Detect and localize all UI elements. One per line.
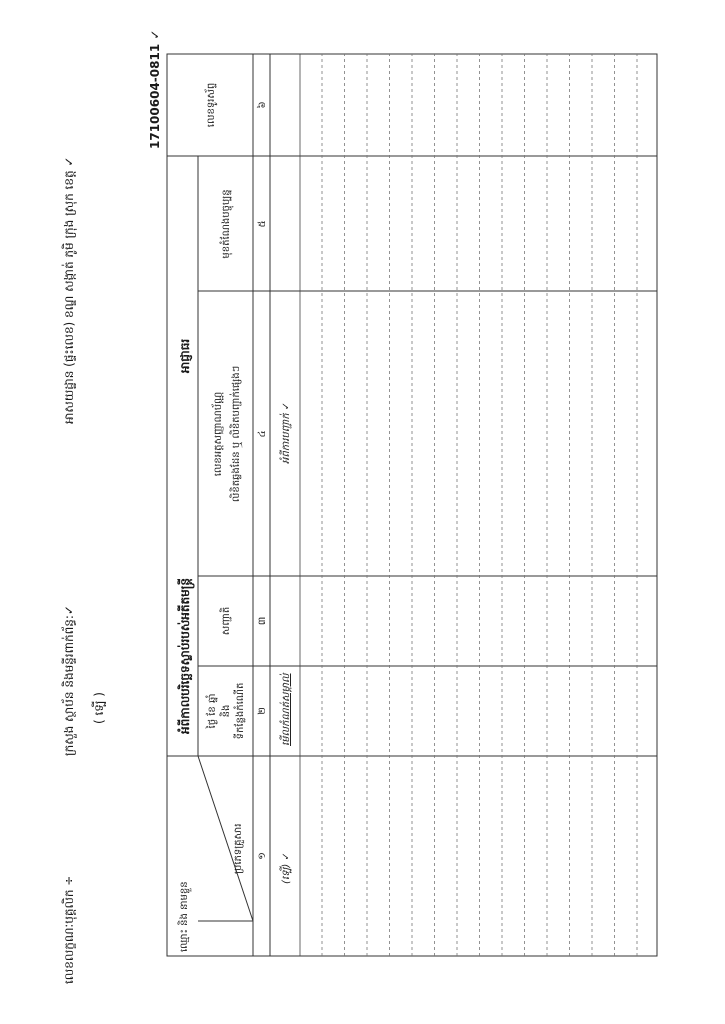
col6-header: លេខទូរស័ព្ទ <box>206 82 217 128</box>
row1-col1-note: (ទ្បើ) ✓ <box>281 852 292 884</box>
col2-header-line1: ថ្ងៃ ខែ ឆ្នាំ <box>207 693 218 729</box>
col2-number: ២ <box>257 707 268 715</box>
ministry-label: ក្រសួង ស្ថាប័ន និងមន្ទីរពាក់ព័ន្ធ:✓ <box>62 605 76 756</box>
address-label: អាសយដ្ឋាន (ផ្ទះលេខ) ខណ្ឌ សង្កាត់ ភូមិ ក្រុង ស្រុក ខេត្ត ✓ <box>62 156 76 424</box>
row1-col2-note: មើលកំណត់សម្គាល់ <box>281 673 292 746</box>
group-header-left: អំពីកាលបរិច្ឆេទស្លាប់របស់អតីតមន្ត្រី <box>178 578 192 734</box>
col3-header: សញ្ជាតិ <box>221 606 232 636</box>
col3-number: ៣ <box>257 616 268 626</box>
group-header-right: អាជ្ញាធរ <box>178 338 192 374</box>
col1-header-top: ឈ្មោះ និង នាមខ្លួន <box>179 881 190 952</box>
document-code: 17100604-0811 ✓ <box>148 29 162 149</box>
col2-header-line3: ទីកន្លែងកំណើត <box>235 682 246 740</box>
row1-col4-note: អំពីការបញ្ជាក់ ✓ <box>281 401 292 464</box>
col4-number: ៤ <box>257 430 268 438</box>
col2-header-line2: និង <box>221 704 232 718</box>
col1-number: ១ <box>257 852 268 860</box>
col5-number: ៥ <box>257 220 268 228</box>
col5-header: មុខតំណែងបច្ចុប្បន្ន <box>221 189 232 259</box>
col4-header-line2: លិខិតឆ្លងដែន ឬ លិខិតបញ្ជាក់ផ្សេងៗ <box>231 365 242 503</box>
col1-header-bottom: ប្រភេទគ្រួសារ <box>233 823 244 874</box>
col4-header-line1: លេខអត្តសញ្ញាណប័ណ្ណ <box>213 391 224 477</box>
col6-number: ៦ <box>257 101 268 109</box>
staff-id-label: លេខលក្ខណៈបុគ្គលិក ÷ <box>62 875 76 984</box>
ministry-sub-label: ( ទ្បើ ) <box>92 692 106 724</box>
